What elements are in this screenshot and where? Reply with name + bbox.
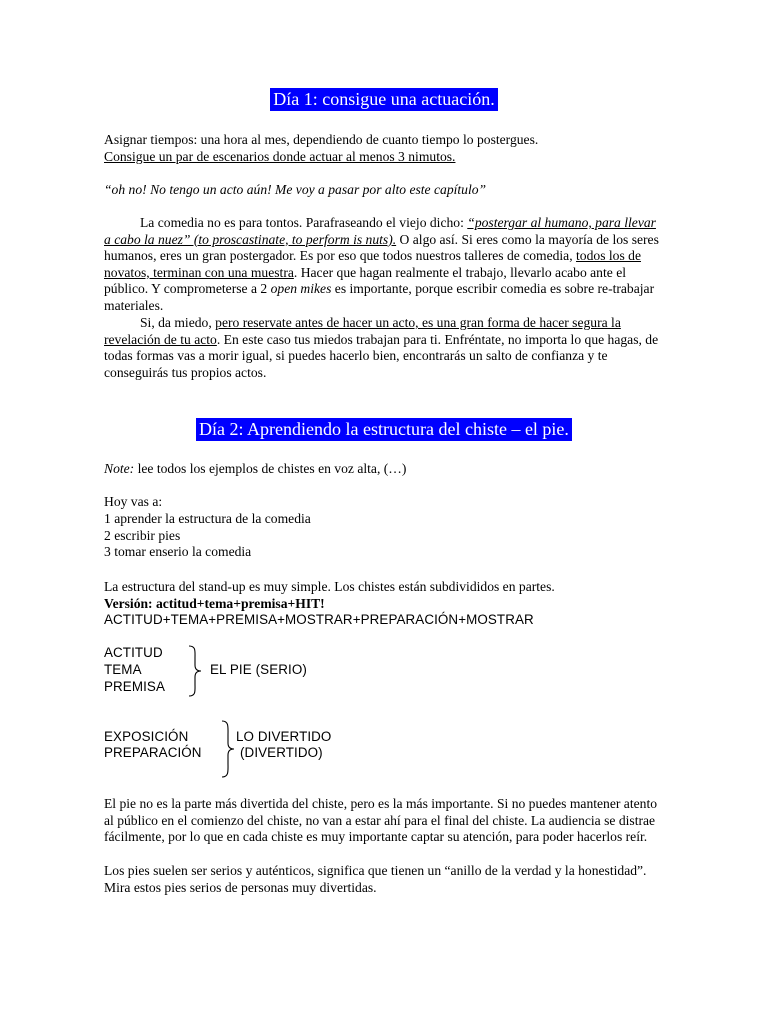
p1-workshops-underline: todos los de novatos, terminan con una muestra bbox=[104, 248, 641, 280]
time-assignment-line: Asignar tiempos: una hora al mes, dependiendo de cuanto tiempo lo postergues. bbox=[104, 132, 539, 147]
p2-underlined: pero reservate antes de hacer un acto, es una gran forma de hacer segura la revelación de tu acto bbox=[104, 315, 621, 347]
formula-line: ACTITUD+TEMA+PREMISA+MOSTRAR+PREPARACIÓN+MOSTRAR bbox=[104, 612, 534, 627]
structure-line: La estructura del stand-up es muy simple. Los chistes están subdivididos en partes. bbox=[104, 579, 555, 594]
today-intro: Hoy vas a: bbox=[104, 494, 163, 509]
group1-item-actitud: ACTITUD bbox=[104, 645, 163, 660]
group2-item-exposicion: EXPOSICIÓN bbox=[104, 729, 189, 744]
group2-label-2: (DIVERTIDO) bbox=[240, 745, 323, 760]
p2-text-a: Si, da miedo, bbox=[140, 315, 216, 330]
day1-heading-text: Día 1: consigue una actuación. bbox=[270, 88, 497, 111]
goal-line: Consigue un par de escenarios donde actuar al menos 3 nimutos. bbox=[104, 149, 456, 164]
day2-heading bbox=[0, 418, 768, 440]
day1-paragraph-2 bbox=[104, 315, 664, 381]
group1-item-premisa: PREMISA bbox=[104, 679, 165, 694]
group2-item-preparacion: PREPARACIÓN bbox=[104, 745, 202, 760]
closing-paragraph-1: El pie no es la parte más divertida del chiste, pero es la más importante. Si no puedes mantener atento al público en el comienzo del chiste, no van a estar ahí para el final del chiste. La audiencia se distrae fácilmente, por lo que en cada chiste es muy importante captar su atención, para poder hacerlos reír. bbox=[104, 796, 658, 845]
p1-saying: “postergar al humano, para llevar a cabo la nuez” (to proscastinate, to perform is nuts). bbox=[104, 215, 656, 247]
p1-text-g: es importante, porque escribir comedia es sobre re-trabajar materiales. bbox=[104, 281, 655, 313]
p1-text-c: O algo así. Si eres como la mayoría de los seres humanos, eres un gran postergador. Es por eso que todos nuestros talleres de comedia, bbox=[104, 231, 659, 264]
closing-paragraph-2: Los pies suelen ser serios y auténticos, significa que tienen un “anillo de la verdad y la honestidad”. Mira estos pies serios de personas muy divertidas. bbox=[104, 863, 647, 895]
group1-label: EL PIE (SERIO) bbox=[210, 662, 307, 677]
right-brace-icon bbox=[220, 720, 236, 778]
today-item-1: 1 aprender la estructura de la comedia bbox=[104, 511, 311, 526]
right-brace-icon bbox=[187, 645, 203, 697]
note-line bbox=[104, 461, 406, 478]
quote-line: “oh no! No tengo un acto aún! Me voy a pasar por alto este capítulo” bbox=[104, 182, 487, 197]
note-label: Note: bbox=[104, 461, 135, 476]
day1-heading bbox=[0, 88, 768, 110]
p1-open-mikes: open mikes bbox=[270, 281, 332, 297]
p2-text-c: . En este caso tus miedos trabajan para ti. Enfréntate, no importa lo que hagas, de todas formas vas a morir igual, si puedes hacerlo bien, encontrarás un salto de confianza y te conseguirás tus propios actos. bbox=[104, 331, 659, 380]
today-item-3: 3 tomar enserio la comedia bbox=[104, 544, 252, 559]
day2-heading-text: Día 2: Aprendiendo la estructura del chiste – el pie. bbox=[196, 418, 572, 441]
note-text: lee todos los ejemplos de chistes en voz alta, (…) bbox=[134, 461, 407, 476]
today-item-2: 2 escribir pies bbox=[104, 528, 181, 543]
p1-text-e: . Hacer que hagan realmente el trabajo, llevarlo acabo ante el público. Y comprometerse a 2 bbox=[104, 264, 627, 297]
group1-item-tema: TEMA bbox=[104, 662, 142, 677]
p1-text-a: La comedia no es para tontos. Parafraseando el viejo dicho: bbox=[140, 215, 468, 230]
version-line: Versión: actitud+tema+premisa+HIT! bbox=[104, 596, 325, 611]
day1-paragraph-1 bbox=[104, 215, 664, 315]
group2-label-1: LO DIVERTIDO bbox=[236, 729, 332, 744]
